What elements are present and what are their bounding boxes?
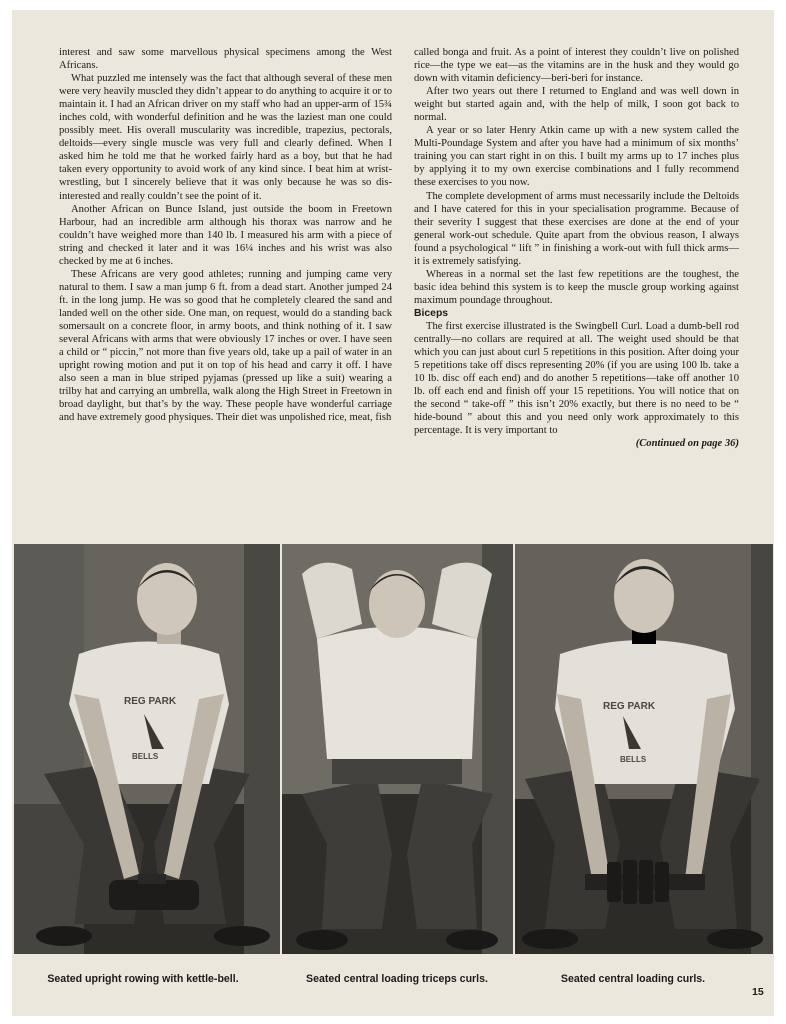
paragraph: These Africans are very good athletes; running and jumping came very natural to them. I saw a man jump 6 ft. from a dead start. Another jumped 24 ft. in the long jump. He was so good that he completely cleared the sand and landed well on the other side. One man, on request, would do a standing back somersault on a concrete floor, in army boots, and think nothing of it. I saw several Africans with arms that were obviously 17 inches or over. I have seen a child or “ piccin,” not more than five years old, take up a pail of water in an upright rowing motion and put it on top of his head and carry it off. I have also seen a man in blue striped pyjamas (pressed up like a suit) wearing a trilby hat and carrying an umbrella, walk along the High Street in Freetown in broad daylight, but that’s by the way. These people have wonderful carriage and have extremely good physiques. Their diet was unpolished rice, meat, fish (59, 268, 392, 424)
caption-upright-rowing: Seated upright rowing with kettle-bell. (47, 973, 239, 985)
photo-central-loading-curls (515, 544, 773, 954)
section-heading-biceps: Biceps (414, 307, 449, 319)
paragraph: What puzzled me intensely was the fact that although several of these men were very heavily muscled they didn’t appear to do anything to acquire it or to maintain it. I had an African driver on my staff who had an upper-arm of 15¾ inches cold, with wonderful definition and he was the laziest man one could possibly meet. His overall muscularity was incredible, trapezius, pectorals, deltoids—every single muscle was very full and clearly defined. When I asked him he told me that he worked fairly hard as a boy, but that he had taken every opportunity to avoid work of any kind since. I beat him at wrist-wrestling, but I sincerely believe that it was only because he was so dis-interested and really couldn’t see the point of it. (59, 73, 392, 202)
shirt-logo-text: REG PARK (603, 701, 656, 712)
paragraph: called bonga and fruit. As a point of interest they couldn’t live on polished rice—the type we eat—as the vitamins are in the husk and they would go down with vitamin deficiency—beri-beri for instance. (414, 47, 739, 85)
left-text-column (59, 46, 392, 424)
paragraph: Whereas in a normal set the last few repetitions are the toughest, the basic idea behind this system is to keep the muscle group working against maximum poundage throughout. (414, 268, 739, 306)
page-number: 15 (752, 986, 764, 998)
paragraph: interest and saw some marvellous physical specimens among the West Africans. (59, 47, 392, 72)
paragraph: A year or so later Henry Atkin came up with a new system called the Multi-Poundage System and after you have had a minimum of six months’ training you can start right in on this. I built my arms up to 17 inches plus by applying it to my own exercise combinations and I fully recommend these exercises to you now. (414, 125, 739, 189)
shirt-logo-sub: BELLS (132, 752, 159, 761)
photo-upright-rowing (14, 544, 280, 954)
continued-note: (Continued on page 36) (635, 438, 739, 450)
photo-triceps-curls (282, 544, 513, 954)
right-text-column (414, 46, 739, 450)
shirt-logo-text: REG PARK (124, 696, 177, 707)
paragraph: After two years out there I returned to England and was well down in weight but started again and, with the help of milk, I soon got back to normal. (414, 86, 739, 124)
shirt-logo-sub: BELLS (620, 755, 647, 764)
paragraph: The first exercise illustrated is the Swingbell Curl. Load a dumb-bell rod centrally—no collars are required at all. The weight used should be that which you can just about curl 5 repetitions in this position. After doing your 5 repetitions take off discs representing 20% (if you are using 100 lb. take a 10 lb. disc off each end) and do another 5 repetitions—take off another 10 lb. off each end and finish off your 15 repetitions. You will notice that on the second “ take-off ” this isn’t 20% exactly, but there is no need to be “ hide-bound ” about this and you need only work approximately to this percentage. It is very important to (414, 320, 739, 437)
paragraph: Another African on Bunce Island, just outside the boom in Freetown Harbour, had an incredible arm although his thorax was narrow and he couldn’t have weighed more than 140 lb. I measured his arm with a piece of string and checked it later and it was 16¼ inches and his wrist was also checked by me at 6 inches. (59, 203, 392, 267)
caption-triceps-curls: Seated central loading triceps curls. (306, 973, 488, 985)
paragraph: The complete development of arms must necessarily include the Deltoids and I have catered for this in your specialisation programme. Because of their severity I suggest that these exercises are done at the end of your general work-out schedule. Quite apart from the obvious reason, I always found a psychological “ lift ” in finishing a work-out with full thick arms—it is extremely satisfying. (414, 190, 739, 267)
caption-central-loading-curls: Seated central loading curls. (560, 973, 706, 985)
